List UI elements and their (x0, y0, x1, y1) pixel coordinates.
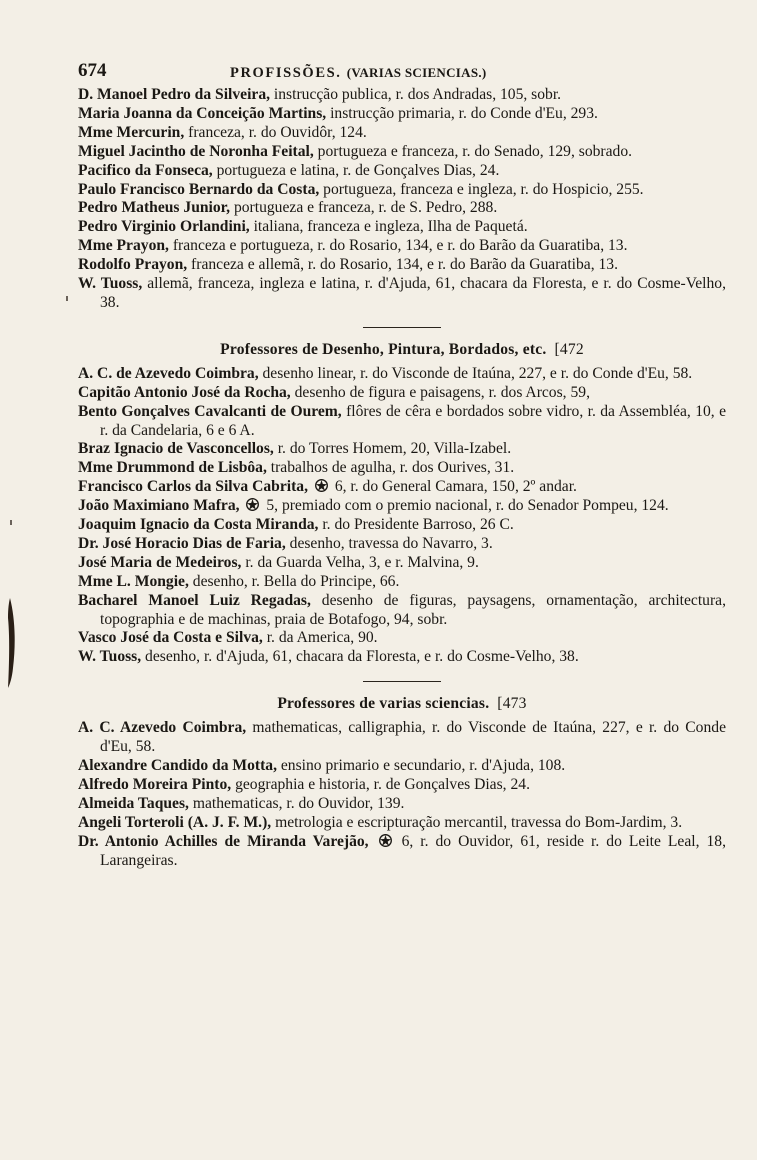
entry-name: Pedro Matheus Junior, (78, 199, 231, 217)
section-title-sciencias (78, 695, 726, 714)
directory-entry (78, 516, 726, 535)
entry-details: franceza e allemã, r. do Rosario, 134, e r. do Barão da Guaratiba, 13. (187, 256, 618, 274)
directory-entry (78, 105, 726, 124)
directory-entry (78, 497, 726, 516)
directory-entry (78, 795, 726, 814)
entry-name: W. Tuoss, (78, 275, 143, 293)
directory-entry (78, 459, 726, 478)
directory-entry (78, 535, 726, 554)
entry-name: Bento Gonçalves Cavalcanti de Ourem, (78, 402, 342, 420)
entry-details: 6, r. do Ouvidor, 61, reside r. do Leite Leal, 18, Larangeiras. (100, 832, 726, 869)
directory-entry (78, 478, 726, 497)
entry-details: instrucção primaria, r. do Conde d'Eu, 293. (326, 104, 598, 122)
entry-name: Pedro Virginio Orlandini, (78, 218, 250, 236)
margin-tick (66, 296, 68, 301)
directory-entry (78, 554, 726, 573)
directory-entry (78, 814, 726, 833)
entry-name: Pacifico da Fonseca, (78, 161, 213, 179)
entry-details: 5, premiado com o premio nacional, r. do Senador Pompeu, 124. (262, 497, 669, 515)
directory-entry (78, 86, 726, 105)
page-number: 674 (78, 60, 107, 81)
entry-name: Miguel Jacintho de Noronha Feital, (78, 142, 314, 160)
directory-entry (78, 440, 726, 459)
entry-name: Vasco José da Costa e Silva, (78, 629, 263, 647)
entry-name: Almeida Taques, (78, 794, 189, 812)
desenho-entry-list (78, 365, 726, 668)
section-divider (363, 681, 441, 682)
entry-name: Maria Joanna da Conceição Martins, (78, 104, 327, 122)
entry-details: desenho, r. Bella do Principe, 66. (188, 572, 400, 590)
entry-details: flôres de cêra e bordados sobre vidro, r. da Assembléa, 10, e r. da Candelaria, 6 e 6 A. (100, 402, 726, 439)
directory-entry (78, 237, 726, 256)
entry-name: Rodolfo Prayon, (78, 256, 188, 274)
entry-details: desenho de figuras, paysagens, ornamentação, architectura, topographia e de machinas, praia de Botafogo, 94, sobr. (100, 591, 726, 628)
directory-entry (78, 403, 726, 441)
document-page (78, 62, 726, 870)
entry-name: Francisco Carlos da Silva Cabrita, (78, 478, 309, 496)
directory-entry (78, 719, 726, 757)
directory-entry (78, 648, 726, 667)
entry-details: desenho linear, r. do Visconde de Itaúna, 227, e r. do Conde d'Eu, 58. (258, 364, 693, 382)
entry-name: Bacharel Manoel Luiz Regadas, (78, 591, 311, 609)
sciencias-entry-list (78, 719, 726, 870)
entry-name: Mme Mercurin, (78, 123, 185, 141)
entry-details: r. da Guarda Velha, 3, e r. Malvina, 9. (241, 553, 479, 571)
directory-entry (78, 384, 726, 403)
entry-details: mathematicas, r. do Ouvidor, 139. (188, 794, 405, 812)
entry-name: Dr. José Horacio Dias de Faria, (78, 534, 286, 552)
entry-details: 6, r. do General Camara, 150, 2º andar. (330, 478, 577, 496)
prize-medal-icon (378, 833, 393, 848)
entry-details: desenho, r. d'Ajuda, 61, chacara da Floresta, e r. do Cosme-Velho, 38. (141, 648, 579, 666)
entry-name: D. Manoel Pedro da Silveira, (78, 86, 271, 103)
section-number: [472 (554, 340, 584, 358)
prize-medal-icon (245, 497, 260, 512)
directory-entry (78, 275, 726, 313)
entry-name: Joaquim Ignacio da Costa Miranda, (78, 516, 319, 534)
entry-details: franceza e portugueza, r. do Rosario, 134, e r. do Barão da Guaratiba, 13. (168, 237, 628, 255)
entry-details: desenho de figura e paisagens, r. dos Arcos, 59, (290, 383, 590, 401)
entry-details: r. da America, 90. (262, 629, 378, 647)
entry-details: mathematicas, calligraphia, r. do Visconde de Itaúna, 227, e r. do Conde d'Eu, 58. (100, 719, 726, 756)
entry-name: Braz Ignacio de Vasconcellos, (78, 440, 274, 458)
running-title-main: PROFISSÕES. (230, 65, 342, 81)
entry-name: Mme Drummond de Lisbôa, (78, 459, 267, 477)
entry-name: Mme Prayon, (78, 237, 169, 255)
directory-entry (78, 776, 726, 795)
section-title-desenho (78, 341, 726, 360)
directory-entry (78, 199, 726, 218)
directory-entry (78, 573, 726, 592)
directory-entry (78, 629, 726, 648)
directory-entry (78, 833, 726, 871)
section-title-text: Professores de Desenho, Pintura, Bordados, etc. (220, 340, 547, 358)
entry-details: metrologia e escripturação mercantil, travessa do Bom-Jardim, 3. (271, 813, 683, 831)
directory-entry (78, 218, 726, 237)
entry-name: Mme L. Mongie, (78, 572, 189, 590)
entry-details: franceza, r. do Ouvidôr, 124. (184, 123, 367, 141)
entry-details: italiana, franceza e ingleza, Ilha de Paquetá. (249, 218, 528, 236)
entry-details: desenho, travessa do Navarro, 3. (285, 534, 493, 552)
entry-name: Alfredo Moreira Pinto, (78, 775, 232, 793)
entry-name: A. C. de Azevedo Coimbra, (78, 364, 259, 382)
prize-medal-icon (314, 478, 329, 493)
directory-entry (78, 181, 726, 200)
entry-name: Capitão Antonio José da Rocha, (78, 383, 291, 401)
entry-details: instrucção publica, r. dos Andradas, 105, sobr. (270, 86, 562, 103)
entry-name: Alexandre Candido da Motta, (78, 757, 277, 774)
margin-ink-mark (4, 598, 18, 688)
margin-tick (10, 520, 12, 525)
entry-details: portugueza e franceza, r. do Senado, 129, sobrado. (313, 142, 633, 160)
directory-entry (78, 365, 726, 384)
section-divider (363, 327, 441, 328)
entry-details: r. do Torres Homem, 20, Villa-Izabel. (273, 440, 512, 458)
entry-details: portugueza e latina, r. de Gonçalves Dias, 24. (212, 161, 500, 179)
running-title-sub: (VARIAS SCIENCIAS.) (346, 65, 487, 80)
entry-details: r. do Presidente Barroso, 26 C. (318, 516, 514, 534)
entry-name: Paulo Francisco Bernardo da Costa, (78, 180, 320, 198)
entry-name: Angeli Torteroli (A. J. F. M.), (78, 813, 272, 831)
directory-entry (78, 757, 726, 776)
running-title (230, 64, 487, 83)
entry-details: portugueza, franceza e ingleza, r. do Hospicio, 255. (319, 180, 644, 198)
directory-entry (78, 162, 726, 181)
directory-entry (78, 592, 726, 630)
entry-name: Dr. Antonio Achilles de Miranda Varejão, (78, 832, 369, 850)
entry-name: W. Tuoss, (78, 648, 142, 666)
entry-details: allemã, franceza, ingleza e latina, r. d'Ajuda, 61, chacara da Floresta, e r. do Cosme-Velho, 38. (100, 275, 727, 311)
page-header (78, 62, 726, 84)
entry-name: A. C. Azevedo Coimbra, (78, 719, 247, 737)
directory-entry (78, 143, 726, 162)
entry-details: trabalhos de agulha, r. dos Ourives, 31. (266, 459, 515, 477)
section-title-text: Professores de varias sciencias. (277, 695, 490, 713)
directory-entry (78, 256, 726, 275)
entry-name: José Maria de Medeiros, (78, 553, 242, 571)
entry-details: portugueza e franceza, r. de S. Pedro, 288. (230, 199, 498, 217)
section-number: [473 (497, 695, 527, 713)
intro-entry-list (78, 86, 726, 313)
entry-details: ensino primario e secundario, r. d'Ajuda, 108. (276, 757, 566, 774)
entry-details: geographia e historia, r. de Gonçalves Dias, 24. (231, 775, 530, 793)
directory-entry (78, 124, 726, 143)
entry-name: João Maximiano Mafra, (78, 497, 240, 515)
